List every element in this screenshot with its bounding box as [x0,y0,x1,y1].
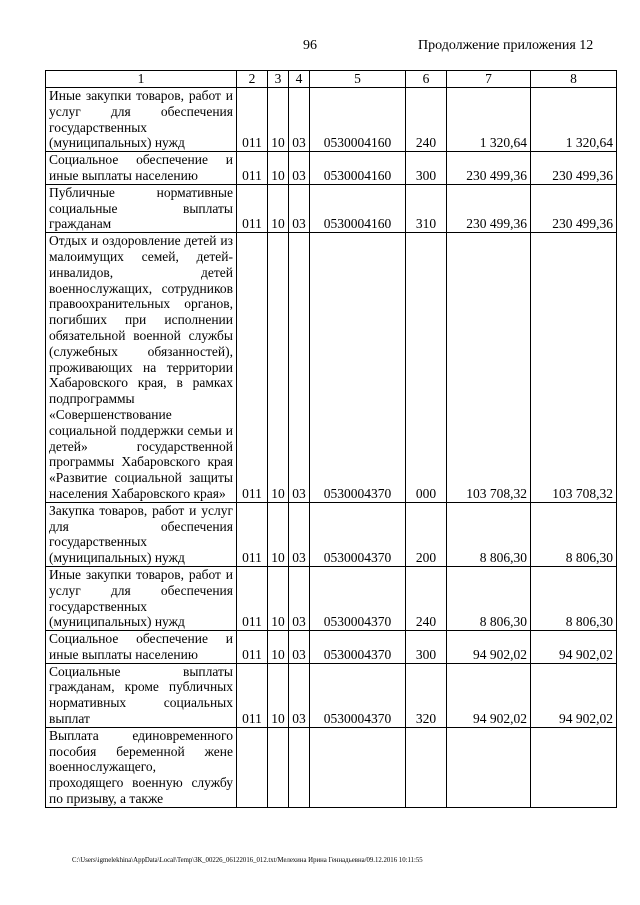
amount-cell: 1 320,64 [531,88,617,152]
expense-type-code-cell: 300 [406,631,447,664]
column-number-row [46,71,617,88]
target-item-code-cell: 0530004370 [310,502,406,566]
target-item-code-cell: 0530004370 [310,566,406,630]
grbs-code-cell: 011 [237,566,268,630]
target-item-code-cell: 0530004370 [310,631,406,664]
expense-type-code-cell: 240 [406,88,447,152]
amount-cell [447,727,531,807]
table-row [46,88,617,152]
target-item-code-cell: 0530004160 [310,88,406,152]
budget-table [45,70,617,808]
amount-cell: 8 806,30 [447,566,531,630]
table-row [46,566,617,630]
section-code-cell: 10 [268,152,289,185]
section-code-cell: 10 [268,502,289,566]
item-name-cell: Социальное обеспечение и иные выплаты населению [46,152,237,185]
target-item-code-cell: 0530004370 [310,233,406,503]
amount-cell: 230 499,36 [531,184,617,232]
column-number: 7 [447,71,531,88]
grbs-code-cell: 011 [237,88,268,152]
subsection-code-cell: 03 [289,233,310,503]
amount-cell: 103 708,32 [531,233,617,503]
column-number: 8 [531,71,617,88]
amount-cell: 230 499,36 [447,152,531,185]
item-name-cell: Закупка товаров, работ и услуг для обеспечения государственных (муниципальных) нужд [46,502,237,566]
section-code-cell: 10 [268,233,289,503]
target-item-code-cell: 0530004160 [310,184,406,232]
item-name-cell: Иные закупки товаров, работ и услуг для обеспечения государственных (муниципальных) нужд [46,566,237,630]
table-row [46,502,617,566]
amount-cell: 8 806,30 [531,502,617,566]
column-number: 5 [310,71,406,88]
subsection-code-cell: 03 [289,152,310,185]
target-item-code-cell [310,727,406,807]
subsection-code-cell [289,727,310,807]
item-name-cell: Иные закупки товаров, работ и услуг для обеспечения государственных (муниципальных) нужд [46,88,237,152]
grbs-code-cell: 011 [237,631,268,664]
section-code-cell: 10 [268,663,289,727]
table-row [46,631,617,664]
table-row [46,233,617,503]
section-code-cell: 10 [268,566,289,630]
amount-cell: 230 499,36 [447,184,531,232]
amount-cell [531,727,617,807]
grbs-code-cell: 011 [237,152,268,185]
grbs-code-cell: 011 [237,233,268,503]
amount-cell: 230 499,36 [531,152,617,185]
table-row [46,152,617,185]
amount-cell: 94 902,02 [531,631,617,664]
subsection-code-cell: 03 [289,184,310,232]
expense-type-code-cell: 200 [406,502,447,566]
amount-cell: 103 708,32 [447,233,531,503]
grbs-code-cell: 011 [237,184,268,232]
expense-type-code-cell: 000 [406,233,447,503]
item-name-cell: Публичные нормативные социальные выплаты гражданам [46,184,237,232]
section-code-cell: 10 [268,631,289,664]
column-number: 3 [268,71,289,88]
column-number: 1 [46,71,237,88]
column-number: 6 [406,71,447,88]
amount-cell: 94 902,02 [531,663,617,727]
subsection-code-cell: 03 [289,631,310,664]
amount-cell: 8 806,30 [531,566,617,630]
grbs-code-cell [237,727,268,807]
section-code-cell: 10 [268,88,289,152]
amount-cell: 1 320,64 [447,88,531,152]
table-row [46,663,617,727]
item-name-cell: Социальное обеспечение и иные выплаты населению [46,631,237,664]
expense-type-code-cell: 300 [406,152,447,185]
target-item-code-cell: 0530004370 [310,663,406,727]
grbs-code-cell: 011 [237,663,268,727]
section-code-cell [268,727,289,807]
amount-cell: 8 806,30 [447,502,531,566]
page-number: 96 [303,38,317,53]
subsection-code-cell: 03 [289,502,310,566]
item-name-cell: Выплата единовременного пособия беременной жене военнослужащего, проходящего военную службу по призыву, а также [46,727,237,807]
column-number: 4 [289,71,310,88]
amount-cell: 94 902,02 [447,631,531,664]
table-row [46,184,617,232]
item-name-cell: Социальные выплаты гражданам, кроме публичных нормативных социальных выплат [46,663,237,727]
column-number: 2 [237,71,268,88]
expense-type-code-cell: 320 [406,663,447,727]
expense-type-code-cell: 240 [406,566,447,630]
appendix-continuation-label: Продолжение приложения 12 [418,38,594,53]
amount-cell: 94 902,02 [447,663,531,727]
expense-type-code-cell: 310 [406,184,447,232]
table-row [46,727,617,807]
file-path-footer: C:\Users\igmelekhina\AppData\Local\Temp\ЗК_00226_06122016_012.txt/Мелехина Ирина Геннадьевна/09.12.2016 10:11:55 [72,857,423,864]
subsection-code-cell: 03 [289,88,310,152]
section-code-cell: 10 [268,184,289,232]
subsection-code-cell: 03 [289,663,310,727]
grbs-code-cell: 011 [237,502,268,566]
expense-type-code-cell [406,727,447,807]
subsection-code-cell: 03 [289,566,310,630]
item-name-cell: Отдых и оздоровление детей из малоимущих семей, детей-инвалидов, детей военнослужащих, сотрудников правоохранительных органов, погибших при исполнении обязательной военной службы (служебных обязанностей), проживающих на территории Хабаровского края, в рамках подпрограммы «Совершенствование социальной поддержки семьи и детей» государственной программы Хабаровского края «Развитие социальной защиты населения Хабаровского края» [46,233,237,503]
target-item-code-cell: 0530004160 [310,152,406,185]
